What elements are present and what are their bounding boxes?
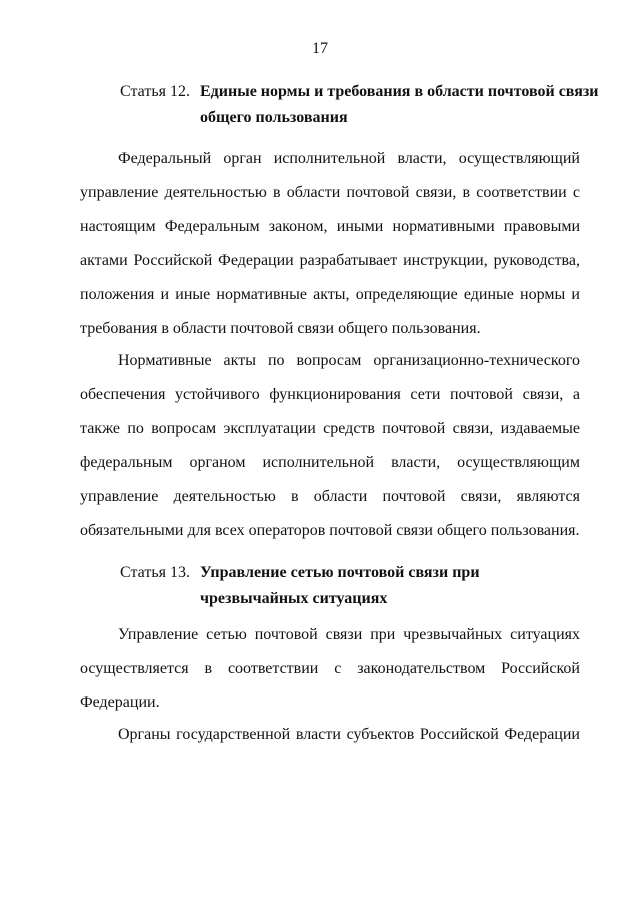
- article-13-title: [200, 560, 580, 612]
- text-line: требования в области почтовой связи общего пользования.: [80, 320, 481, 337]
- text-line: Нормативные акты по вопросам организационно-технического: [118, 352, 580, 369]
- text-line: управление деятельностью в области почтовой связи, в соответствии с: [80, 184, 580, 201]
- article-13-paragraph-2: [80, 718, 580, 752]
- article-12-title-line: Единые нормы и требования в области почтовой связи: [200, 83, 599, 100]
- article-13-title-line: Управление сетью почтовой связи при: [200, 564, 480, 581]
- text-line: осуществляется в соответствии с законодательством Российской: [80, 660, 580, 677]
- text-line: Федеральный орган исполнительной власти, осуществляющий: [118, 150, 580, 167]
- article-13-paragraph-1: [80, 618, 580, 720]
- text-line: актами Российской Федерации разрабатывает инструкции, руководства,: [80, 252, 580, 269]
- article-12-label: Статья 12.: [120, 83, 190, 100]
- text-line: Управление сетью почтовой связи при чрезвычайных ситуациях: [118, 626, 580, 643]
- text-line: федеральным органом исполнительной власти, осуществляющим: [80, 454, 580, 471]
- article-12-title: [200, 79, 599, 131]
- text-line: также по вопросам эксплуатации средств почтовой связи, издаваемые: [80, 420, 580, 437]
- text-line: Федерации.: [80, 694, 160, 711]
- article-13-title-line: чрезвычайных ситуациях: [200, 590, 388, 607]
- text-line: настоящим Федеральным законом, иными нормативными правовыми: [80, 218, 580, 235]
- text-line: управление деятельностью в области почтовой связи, являются: [80, 488, 580, 505]
- article-12-paragraph-2: [80, 344, 580, 548]
- text-line: обеспечения устойчивого функционирования сети почтовой связи, а: [80, 386, 580, 403]
- text-line: Органы государственной власти субъектов Российской Федерации: [118, 726, 580, 743]
- article-13-heading: [120, 560, 580, 612]
- text-line: обязательными для всех операторов почтовой связи общего пользования.: [80, 522, 580, 539]
- article-12-title-line: общего пользования: [200, 109, 348, 126]
- text-line: положения и иные нормативные акты, определяющие единые нормы и: [80, 286, 580, 303]
- page-number: 17: [312, 40, 328, 57]
- article-12-paragraph-1: [80, 142, 580, 346]
- article-13-label: Статья 13.: [120, 564, 190, 581]
- article-12-heading: [120, 79, 599, 131]
